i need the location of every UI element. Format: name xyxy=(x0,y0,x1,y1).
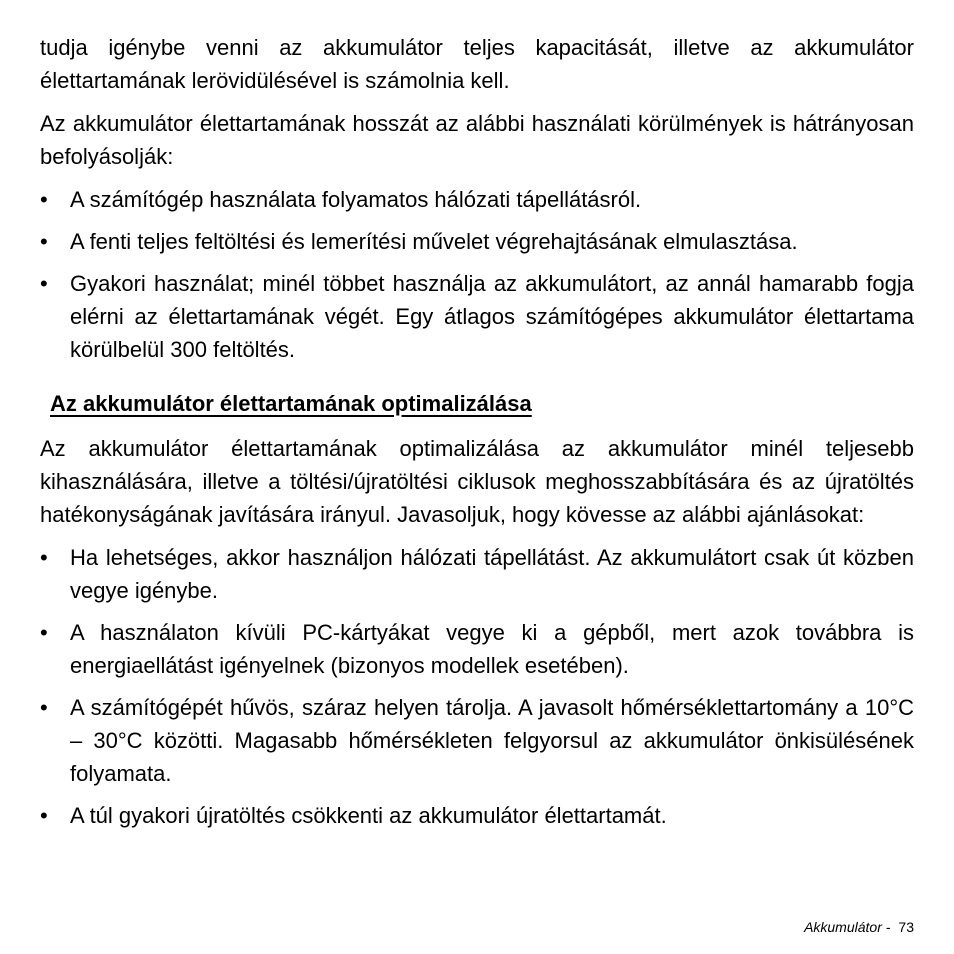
list-item-text: A fenti teljes feltöltési és lemerítési művelet végrehajtásának elmulasztása. xyxy=(70,229,798,254)
list-item xyxy=(40,616,914,682)
bullet-marker: • xyxy=(40,545,48,570)
bullet-marker: • xyxy=(40,695,48,720)
footer-chapter: Akkumulátor - xyxy=(804,919,891,935)
paragraph-optimization: Az akkumulátor élettartamának optimalizálása az akkumulátor minél teljesebb kihasználására, illetve a töltési/újratöltési ciklusok meghosszabbítására és az újratöltés hatékonyságának javítására irányul. Javasoljuk, hogy kövesse az alábbi ajánlásokat: xyxy=(40,436,914,527)
document-page xyxy=(40,31,914,841)
bullet-list-conditions xyxy=(40,183,914,366)
list-item xyxy=(40,799,914,832)
bullet-marker: • xyxy=(40,187,48,212)
list-item-text: Gyakori használat; minél többet használja az akkumulátort, az annál hamarabb fogja elérni az élettartamának végét. Egy átlagos számítógépes akkumulátor élettartama körülbelül 300 feltöltés. xyxy=(70,271,914,362)
bullet-marker: • xyxy=(40,620,48,645)
list-item xyxy=(40,541,914,607)
list-item-text: A számítógépét hűvös, száraz helyen tárolja. A javasolt hőmérséklettartomány a 10°C – 30°C közötti. Magasabb hőmérsékleten felgyorsul az akkumulátor önkisülésének folyamata. xyxy=(70,695,914,786)
list-item-text: A használaton kívüli PC-kártyákat vegye ki a gépből, mert azok továbbra is energiaellátást igényelnek (bizonyos modellek esetében). xyxy=(70,620,914,678)
list-item-text: A számítógép használata folyamatos hálózati tápellátásról. xyxy=(70,187,642,212)
list-item xyxy=(40,225,914,258)
list-item xyxy=(40,691,914,790)
page-number: 73 xyxy=(898,919,914,935)
list-item-text: Ha lehetséges, akkor használjon hálózati tápellátást. Az akkumulátort csak út közben vegye igénybe. xyxy=(70,545,914,603)
section-heading: Az akkumulátor élettartamának optimalizálása xyxy=(50,391,532,416)
paragraph-intro-continued: tudja igénybe venni az akkumulátor teljes kapacitását, illetve az akkumulátor élettartamának lerövidülésével is számolnia kell. xyxy=(40,35,914,93)
list-item-text: A túl gyakori újratöltés csökkenti az akkumulátor élettartamát. xyxy=(70,803,667,828)
page-footer xyxy=(804,918,914,936)
bullet-list-recommendations xyxy=(40,541,914,832)
list-item xyxy=(40,183,914,216)
bullet-marker: • xyxy=(40,229,48,254)
list-item xyxy=(40,267,914,366)
paragraph-usage-conditions: Az akkumulátor élettartamának hosszát az alábbi használati körülmények is hátrányosan befolyásolják: xyxy=(40,111,914,169)
bullet-marker: • xyxy=(40,803,48,828)
bullet-marker: • xyxy=(40,271,48,296)
